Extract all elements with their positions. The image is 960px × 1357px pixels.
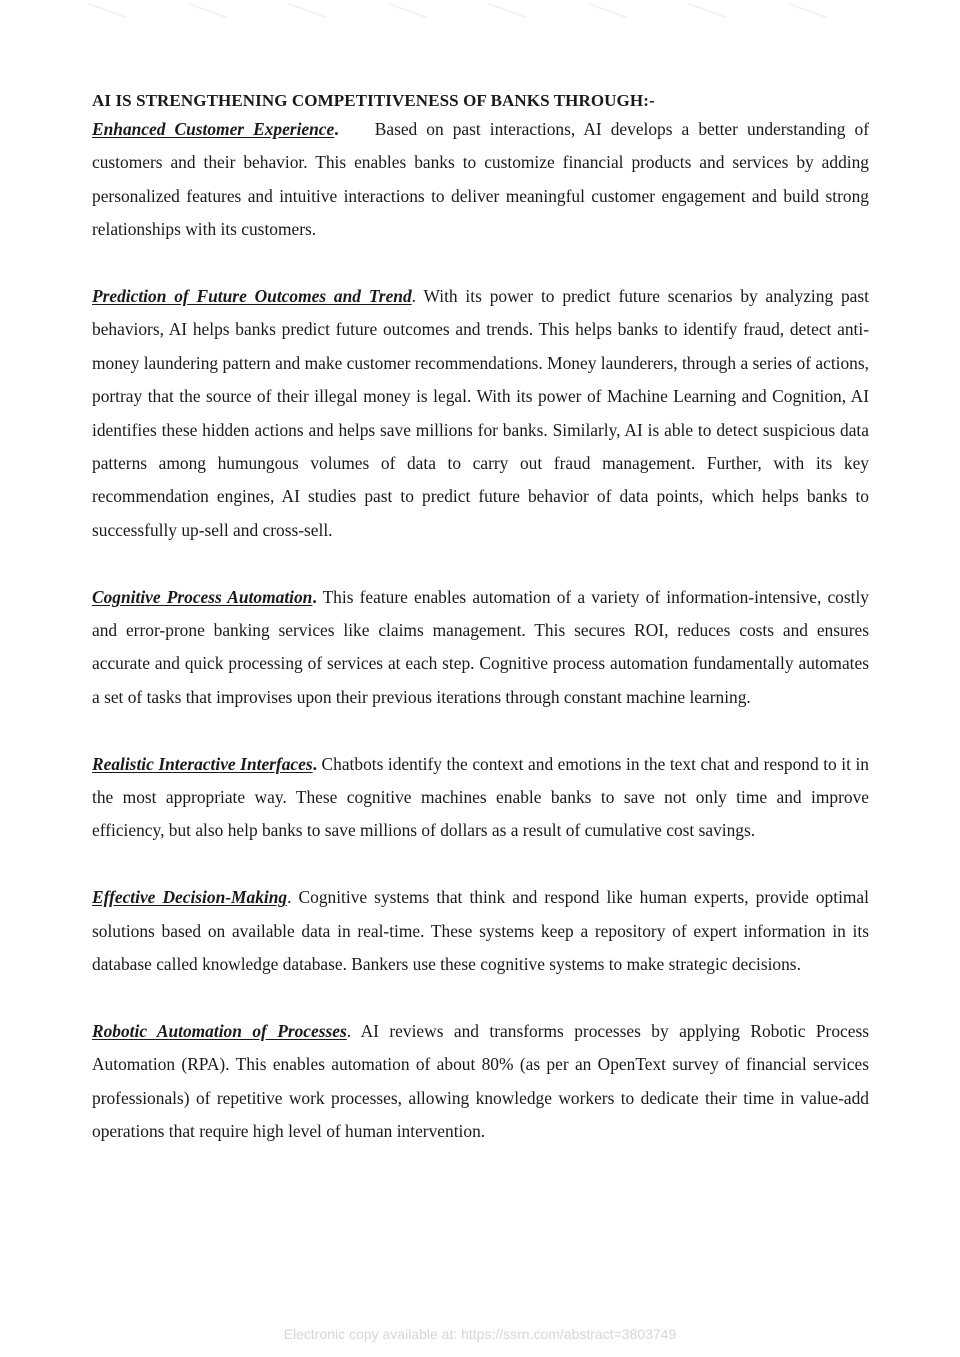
paragraph-title: Cognitive Process Automation	[92, 586, 313, 607]
paragraph-customer-experience	[92, 113, 869, 247]
paragraph-decision-making	[92, 881, 869, 981]
paragraph-title: Realistic Interactive Interfaces	[92, 753, 313, 774]
paragraph-robotic-automation	[92, 1015, 869, 1149]
paragraph-body: Chatbots identify the context and emotions in the text chat and respond to it in the most appropriate way. These cognitive machines enable banks to save not only time and improve efficiency, but also help banks to save millions of dollars as a result of cumulative cost savings.	[92, 753, 869, 841]
footer-watermark-text: Electronic copy available at: https://ssrn.com/abstract=3803749	[283, 1326, 677, 1342]
paragraph-title-separator: .	[312, 586, 317, 607]
watermark-strip	[0, 0, 960, 28]
paragraph-interactive-interfaces	[92, 748, 869, 848]
paragraph-title: Prediction of Future Outcomes and Trend	[92, 286, 412, 307]
paragraph-title-separator: .	[346, 1020, 352, 1041]
paragraph-title-separator: .	[287, 887, 292, 908]
paragraph-body: Cognitive systems that think and respond like human experts, provide optimal solutions based on available data in real-time. These systems keep a repository of expert information in its database called knowledge database. Bankers use these cognitive systems to make strategic decisions.	[92, 887, 869, 975]
document-page	[92, 90, 869, 1149]
paragraph-title: Robotic Automation of Processes	[92, 1020, 347, 1041]
section-heading: AI IS STRENGTHENING COMPETITIVENESS OF BANKS THROUGH:-	[92, 91, 655, 110]
paragraph-cognitive-automation	[92, 581, 869, 715]
paragraph-body: Based on past interactions, AI develops a better understanding of customers and their behavior. This enables banks to customize financial products and services by adding personalized features and intuitive interactions to deliver meaningful customer engagement and build strong relationships with its customers.	[92, 119, 869, 240]
paragraph-title-separator: .	[411, 286, 417, 307]
paragraph-title-separator: .	[312, 753, 317, 774]
paragraph-title: Enhanced Customer Experience	[92, 119, 335, 139]
paragraph-title: Effective Decision-Making	[92, 887, 288, 908]
paragraph-title-separator: .	[334, 119, 339, 139]
paragraph-body: AI reviews and transforms processes by applying Robotic Process Automation (RPA). This enables automation of about 80% (as per an OpenText survey of financial services professionals) of repetitive work processes, allowing knowledge workers to dedicate their time in value-add operations that require high level of human intervention.	[92, 1020, 869, 1142]
paragraph-body: With its power to predict future scenarios by analyzing past behaviors, AI helps banks predict future outcomes and trends. This helps banks to identify fraud, detect anti-money laundering pattern and make customer recommendations. Money launderers, through a series of actions, portray that the source of their illegal money is legal. With its power of Machine Learning and Cognition, AI identifies these hidden actions and helps save millions for banks. Similarly, AI is able to detect suspicious data patterns among humungous volumes of data to carry out fraud management. Further, with its key recommendation engines, AI studies past to predict future behavior of data points, which helps banks to successfully up-sell and cross-sell.	[92, 286, 869, 540]
paragraph-prediction	[92, 280, 869, 547]
paragraph-body: This feature enables automation of a variety of information-intensive, costly and error-prone banking services like claims management. This secures ROI, reduces costs and ensures accurate and quick processing of services at each step. Cognitive process automation fundamentally automates a set of tasks that improvises upon their previous iterations through constant machine learning.	[92, 586, 869, 707]
